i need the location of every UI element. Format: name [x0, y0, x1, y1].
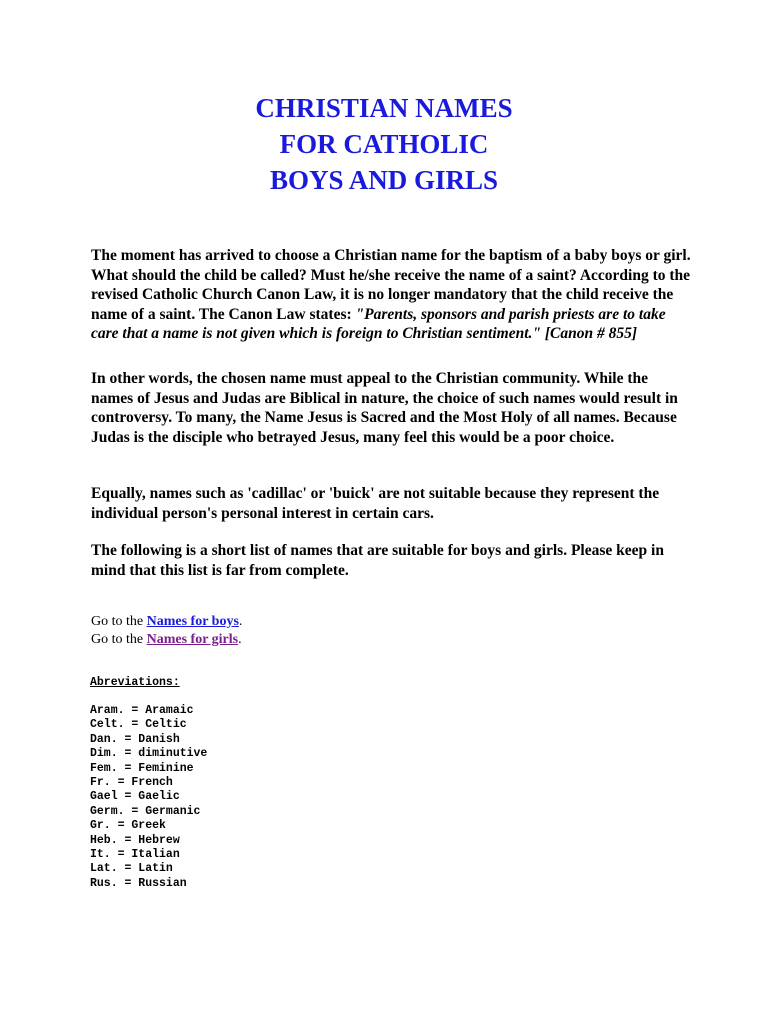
abbreviation-item: Heb. = Hebrew: [90, 833, 180, 847]
names-for-boys-link[interactable]: Names for boys: [146, 614, 239, 629]
abbreviations-list: [90, 704, 207, 891]
abbreviation-item: Celt. = Celtic: [90, 718, 187, 732]
unsuitable-names-paragraph: [91, 484, 691, 523]
abbreviation-item: Aram. = Aramaic: [90, 704, 194, 717]
abbreviation-item: Dim. = diminutive: [90, 747, 208, 761]
abbreviation-item: Gr. = Greek: [90, 819, 166, 833]
intro-paragraph: [91, 246, 691, 344]
other-words-paragraph: [91, 369, 691, 447]
abbreviation-item: It. = Italian: [90, 848, 180, 862]
abbreviation-item: Germ. = Germanic: [90, 804, 201, 818]
other-words-text: In other words, the chosen name must appeal to the Christian community. While the names of Jesus and Judas are Biblical in nature, the choice of such names would result in controversy. To many, the Name Jesus is Sacred and the Most Holy of all names. Because Judas is the disciple who betrayed Jesus, many feel this would be a poor choice.: [91, 370, 678, 446]
canon-quote: "Parents, sponsors and parish priests are to take care that a name is not given which is foreign to Christian sentiment." [Canon # 855]: [91, 305, 666, 342]
abbreviation-item: Lat. = Latin: [90, 862, 173, 876]
goto-suffix: .: [238, 614, 243, 629]
unsuitable-names-text: Equally, names such as 'cadillac' or 'buick' are not suitable because they represent the individual person's personal interest in certain cars.: [91, 485, 660, 522]
short-list-paragraph: [91, 541, 691, 580]
abbreviation-item: Fr. = French: [90, 776, 173, 790]
goto-boys-line: [91, 613, 242, 630]
goto-girls-line: [91, 631, 242, 648]
goto-suffix: .: [238, 632, 242, 647]
title-line-3: BOYS AND GIRLS: [269, 165, 499, 195]
abbreviations-heading: Abreviations:: [90, 676, 180, 689]
abbreviation-item: Dan. = Danish: [90, 732, 180, 746]
intro-text: The moment has arrived to choose a Christian name for the baptism of a baby boys or girl. What should the child be called? Must he/she receive the name of a saint? According to the revised Catholic Church Canon Law, it is no longer mandatory that the child receive the name of a saint. The Canon Law states:: [91, 247, 691, 323]
names-for-girls-link[interactable]: Names for girls: [146, 632, 239, 647]
title-line-1: CHRISTIAN NAMES: [255, 93, 513, 123]
abbreviation-item: Gael = Gaelic: [90, 790, 180, 804]
title-line-2: FOR CATHOLIC: [279, 129, 489, 159]
short-list-text: The following is a short list of names that are suitable for boys and girls. Please keep in mind that this list is far from complete.: [91, 542, 664, 579]
abbreviation-item: Rus. = Russian: [90, 876, 187, 890]
goto-prefix: Go to the: [91, 614, 147, 629]
abbreviation-item: Fem. = Feminine: [90, 761, 194, 775]
page-title: [0, 90, 768, 198]
goto-prefix: Go to the: [91, 632, 147, 647]
